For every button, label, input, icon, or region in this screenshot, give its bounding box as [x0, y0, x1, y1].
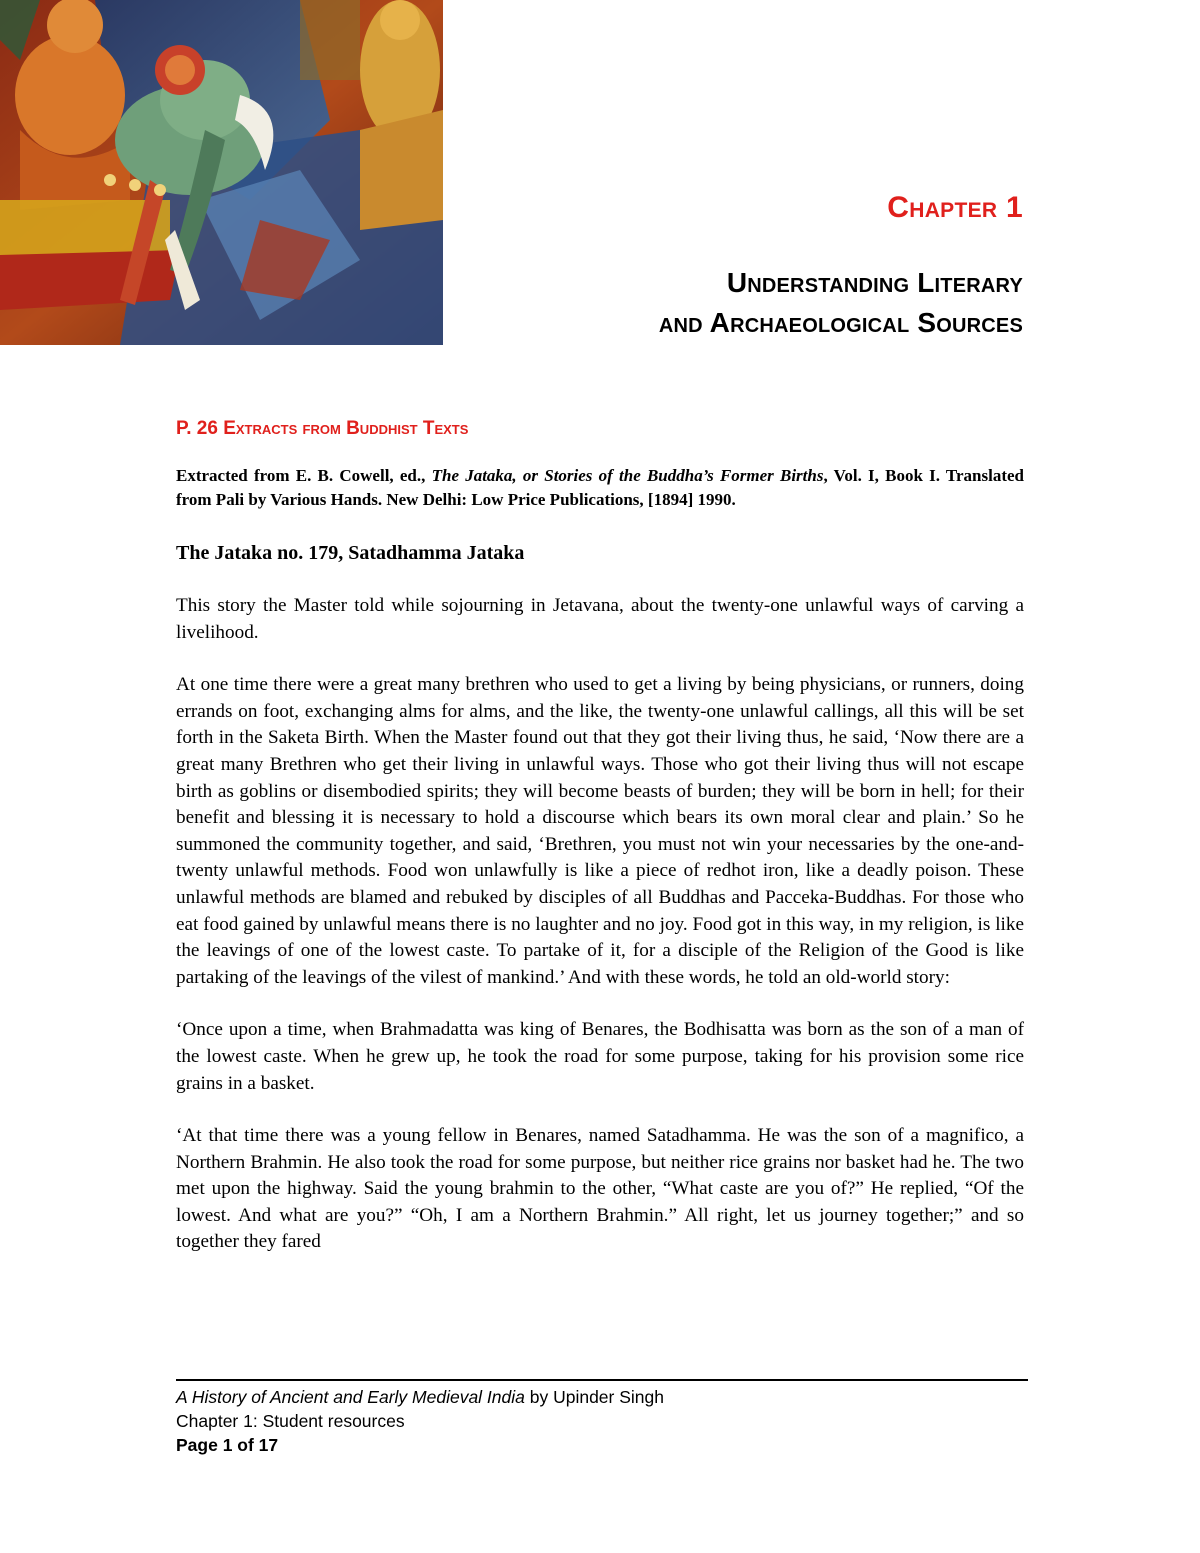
chapter-title [659, 263, 1023, 343]
footer-book-author: by Upinder Singh [524, 1387, 664, 1407]
entry-title: The Jataka no. 179, Satadhamma Jataka [176, 542, 525, 564]
chapter-title-line-2: and Archaeological Sources [658, 307, 1023, 338]
chapter-title-line-1: Understanding Literary [726, 267, 1023, 298]
page-footer [176, 1379, 1028, 1457]
paragraph: ‘Once upon a time, when Brahmadatta was king of Benares, the Bodhisatta was born as the son of a man of the lowest caste. When he grew up, he took the road for some purpose, taking for his provision some rice grains in a basket. [176, 1019, 1024, 1094]
footer-resource-line: Chapter 1: Student resources [176, 1411, 405, 1431]
chapter-heading [659, 190, 1023, 343]
paragraph: ‘At that time there was a young fellow in Benares, named Satadhamma. He was the son of a magnifico, a Northern Brahmin. He also took the road for some purpose, but neither rice grains nor basket had he. The two met upon the highway. Said the young brahmin to the other, “What caste are you of?” He replied, “Of the lowest. And what are you?” “Oh, I am a Northern Brahmin.” All right, let us journey together;” and so together they fared [176, 1125, 1024, 1253]
footer-book-title: A History of Ancient and Early Medieval India [176, 1387, 525, 1407]
buddhist-mural-painting [0, 0, 443, 345]
source-suffix: , Vol. I, Book I. Translated from Pali by Various Hands. New Delhi: Low Price Publications, [1894] 1990. [176, 466, 1024, 509]
chapter-label: Chapter 1 [887, 191, 1023, 224]
source-citation [176, 464, 1024, 512]
footer-book-line [176, 1385, 1028, 1409]
paragraph: This story the Master told while sojourning in Jetavana, about the twenty-one unlawful ways of carving a livelihood. [176, 595, 1024, 643]
source-book-title: The Jataka, or Stories of the Buddha’s Former Births [431, 466, 824, 485]
paragraph: At one time there were a great many brethren who used to get a living by being physicians, or runners, doing errands on foot, exchanging alms for alms, and the like, the twenty-one unlawful callings, all this will be set forth in the Saketa Birth. When the Master found out that they got their living thus, he said, ‘Now there are a great many Brethren who get their living in unlawful ways. Those who got their living thus will not escape birth as goblins or disembodied spirits; they will become beasts of burden; they will be born in hell; for their benefit and blessing it is necessary to hold a discourse which bears its own moral clear and plain.’ So he summoned the community together, and said, ‘Brethren, you must not win your necessaries by the one-and-twenty unlawful methods. Food won unlawfully is like a piece of redhot iron, like a deadly poison. These unlawful methods are blamed and rebuked by disciples of all Buddhas and Pacceka-Buddhas. For those who eat food gained by unlawful means there is no laughter and no joy. Food got in this way, in my religion, is like the leavings of one of the lowest caste. To partake of it, for a disciple of the Religion of the Good is like partaking of the leavings of the vilest of mankind.’ And with these words, he told an old-world story: [176, 674, 1024, 988]
section-heading: P. 26 Extracts from Buddhist Texts [176, 418, 469, 439]
main-content [176, 416, 1024, 1256]
source-prefix: Extracted from E. B. Cowell, ed., [176, 466, 432, 485]
page-number: Page 1 of 17 [176, 1435, 279, 1455]
entry-body [176, 593, 1024, 1256]
